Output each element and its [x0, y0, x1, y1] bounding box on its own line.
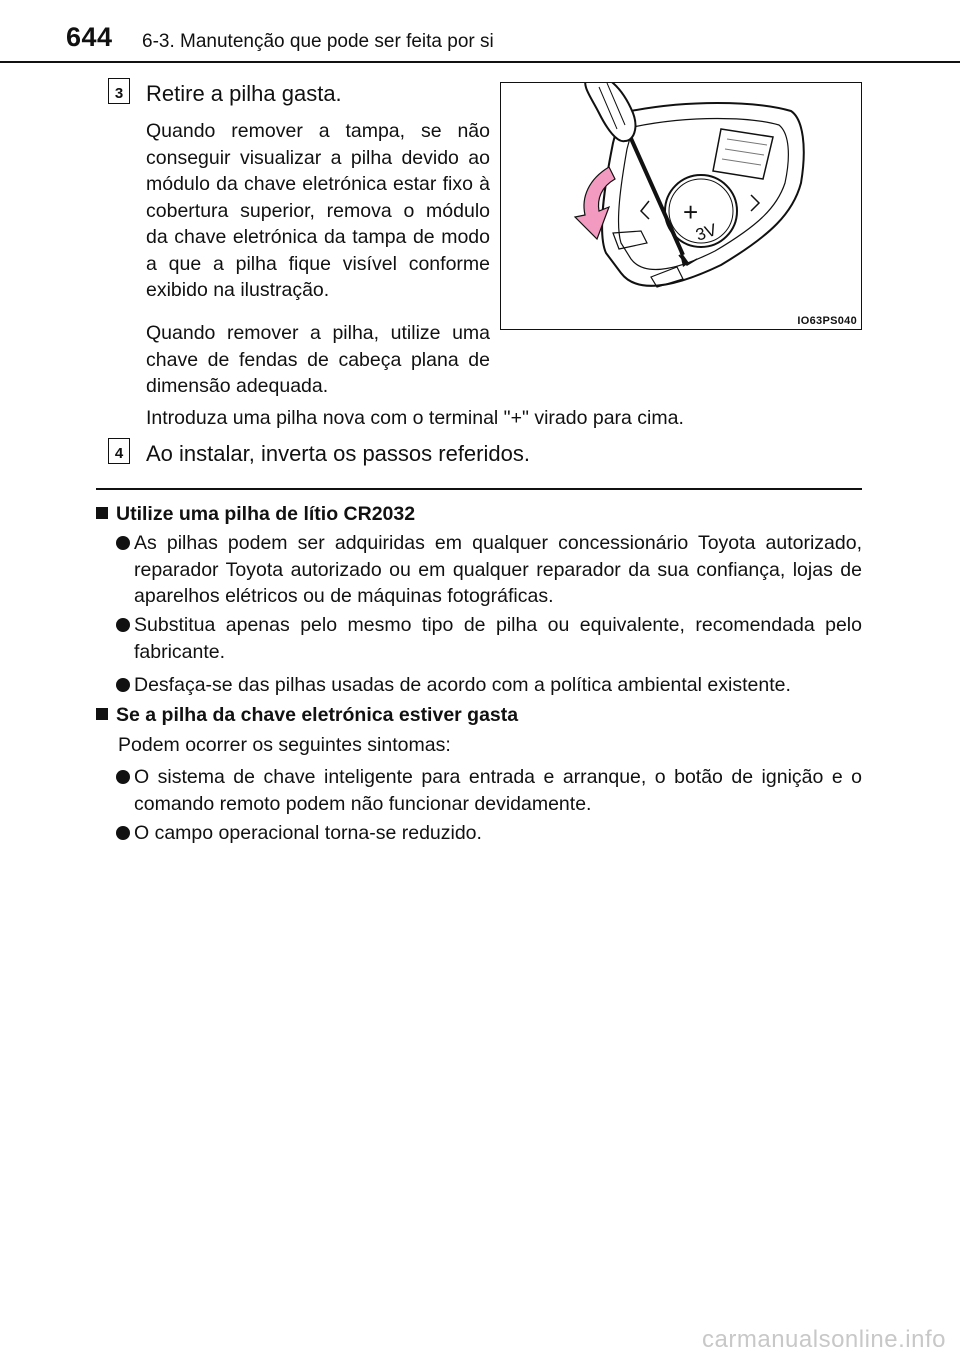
note-heading-text: Se a pilha da chave eletrónica estiver gasta	[116, 704, 519, 726]
page-number: 644	[66, 22, 113, 52]
step-number-badge: 4	[108, 438, 130, 464]
note-intro: Podem ocorrer os seguintes sintomas:	[118, 734, 451, 756]
page-header	[0, 0, 960, 62]
list-item	[116, 530, 862, 610]
key-battery-illustration	[501, 83, 860, 328]
note-heading	[96, 704, 518, 727]
header-rule	[0, 61, 960, 63]
step-paragraph: Quando remover a pilha, utilize uma chave de fendas de cabeça plana de dimensão adequada.	[146, 322, 490, 397]
list-item	[116, 612, 862, 665]
note-heading-text: Utilize uma pilha de lítio CR2032	[116, 503, 416, 525]
step-paragraph: Introduza uma pilha nova com o terminal "+" virado para cima.	[146, 407, 684, 429]
list-item	[116, 820, 862, 847]
battery-voltage-label: 3V	[693, 220, 720, 245]
square-bullet-icon	[96, 708, 108, 720]
battery-plus-sign: +	[683, 197, 699, 227]
round-bullet-icon	[116, 770, 130, 784]
step-number-badge: 3	[108, 78, 130, 104]
electronic-module	[713, 129, 773, 179]
step-paragraph: Quando remover a tampa, se não conseguir visualizar a pilha devido ao módulo da chave eletrónica estar fixo à cobertura superior, remova o módulo da chave eletrónica da tampa de modo a que a pilha fique visível conforme exibido na ilustração.	[146, 120, 490, 301]
list-item-text: As pilhas podem ser adquiridas em qualquer concessionário Toyota autorizado, reparador Toyota autorizado ou em qualquer reparador da sua confiança, lojas de aparelhos elétricos ou de máquinas fotográficas.	[134, 532, 862, 607]
round-bullet-icon	[116, 678, 130, 692]
step-heading: Ao instalar, inverta os passos referidos.	[146, 441, 530, 466]
step-heading: Retire a pilha gasta.	[146, 81, 342, 106]
list-item-text: O campo operacional torna-se reduzido.	[134, 822, 482, 844]
list-item	[116, 764, 862, 817]
illustration-frame	[500, 82, 862, 330]
list-item	[116, 672, 862, 699]
section-title: 6-3. Manutenção que pode ser feita por si	[142, 31, 494, 52]
round-bullet-icon	[116, 618, 130, 632]
list-item-text: O sistema de chave inteligente para entrada e arranque, o botão de ignição e o comando remoto podem não funcionar devidamente.	[134, 766, 862, 815]
figure-code: IO63PS040	[797, 315, 857, 327]
section-divider	[96, 488, 862, 490]
round-bullet-icon	[116, 826, 130, 840]
note-heading	[96, 503, 415, 526]
watermark: carmanualsonline.info	[702, 1326, 946, 1353]
list-item-text: Desfaça-se das pilhas usadas de acordo com a política ambiental existente.	[134, 674, 791, 696]
list-item-text: Substitua apenas pelo mesmo tipo de pilha ou equivalente, recomendada pelo fabricante.	[134, 614, 862, 663]
round-bullet-icon	[116, 536, 130, 550]
square-bullet-icon	[96, 507, 108, 519]
